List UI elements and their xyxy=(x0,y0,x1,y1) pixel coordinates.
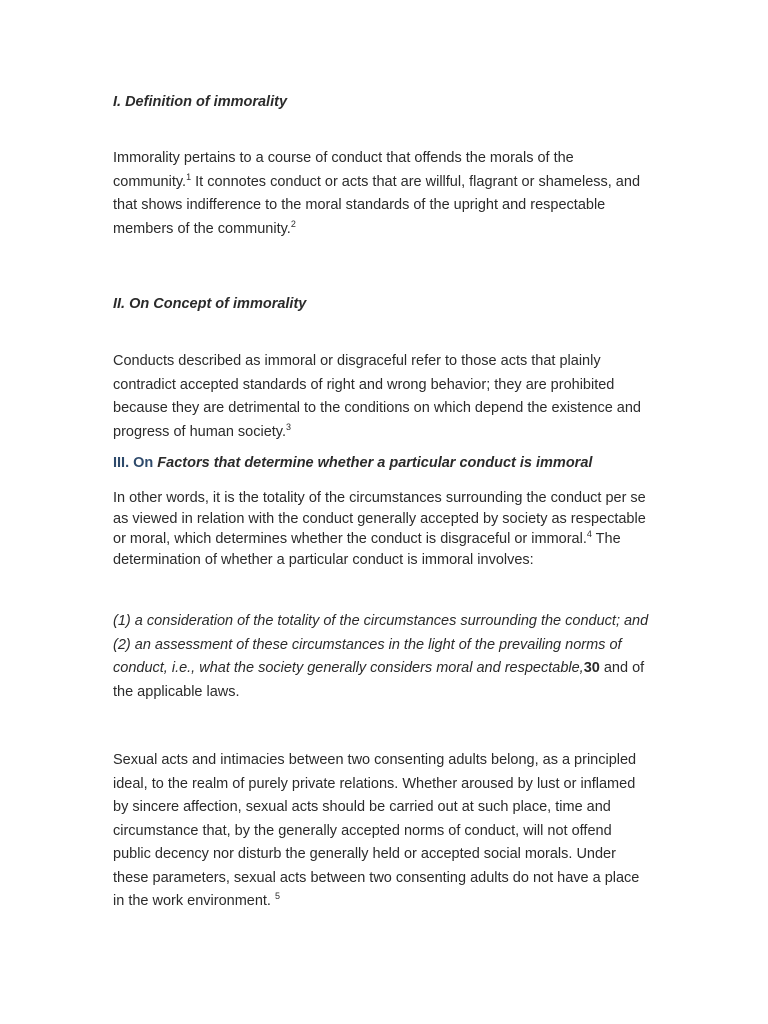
paragraph-factors xyxy=(113,488,653,570)
heading-text: II. On Concept of immorality xyxy=(113,296,307,312)
paragraph-text: Conducts described as immoral or disgraceful refer to those acts that plainly contradict accepted standards of right and wrong behavior; they are prohibited because they are detrimental to the conditions on which depend the existence and progress of human society. xyxy=(113,353,641,440)
paragraph-concept xyxy=(113,350,653,444)
heading-text: I. Definition of immorality xyxy=(113,94,288,110)
paragraph-definition xyxy=(113,147,653,241)
criteria-quote xyxy=(113,610,653,704)
paragraph-text: The determination of whether a particular conduct is immoral involves: xyxy=(113,531,621,568)
paragraph-sexual-acts xyxy=(113,749,653,914)
section-heading-definition xyxy=(113,93,653,111)
footnote-ref-4[interactable]: 4 xyxy=(586,529,592,540)
heading-text: Factors that determine whether a particular conduct is immoral xyxy=(153,455,593,471)
footnote-ref-5[interactable]: 5 xyxy=(275,891,281,902)
paragraph-text: It connotes conduct or acts that are willful, flagrant or shameless, and that shows indifference to the moral standards of the upright and respectable members of the community. xyxy=(113,173,641,237)
section-heading-factors xyxy=(113,454,653,472)
footnote-ref-2[interactable]: 2 xyxy=(290,218,296,229)
section-heading-concept xyxy=(113,295,653,313)
paragraph-text: Immorality pertains to a course of conduct that offends the morals of the community. xyxy=(113,150,574,190)
footnote-ref-1[interactable]: 1 xyxy=(186,171,192,182)
quote-tail: and of the applicable laws. xyxy=(113,660,645,700)
footnote-ref-3[interactable]: 3 xyxy=(286,421,292,432)
citation-ref: 30 xyxy=(583,660,600,676)
heading-prefix: III. On xyxy=(113,455,154,471)
quote-text: (1) a consideration of the totality of the circumstances surrounding the conduct; and (2) an assessment of these circumstances in the light of the prevailing norms of conduct, i.e., what the society generally considers moral and respectable, xyxy=(113,613,649,676)
paragraph-text: Sexual acts and intimacies between two consenting adults belong, as a principled ideal, to the realm of purely private relations. Whether aroused by lust or inflamed by sincere affection, sexual acts should be carried out at such place, time and circumstance that, by the generally accepted norms of conduct, will not offend public decency nor disturb the generally held or accepted social morals. Under these parameters, sexual acts between two consenting adults do not have a place in the work environment. xyxy=(113,752,640,909)
paragraph-text: In other words, it is the totality of the circumstances surrounding the conduct per se as viewed in relation with the conduct generally accepted by society as respectable or moral, which determines whether the conduct is disgraceful or immoral. xyxy=(113,490,646,547)
